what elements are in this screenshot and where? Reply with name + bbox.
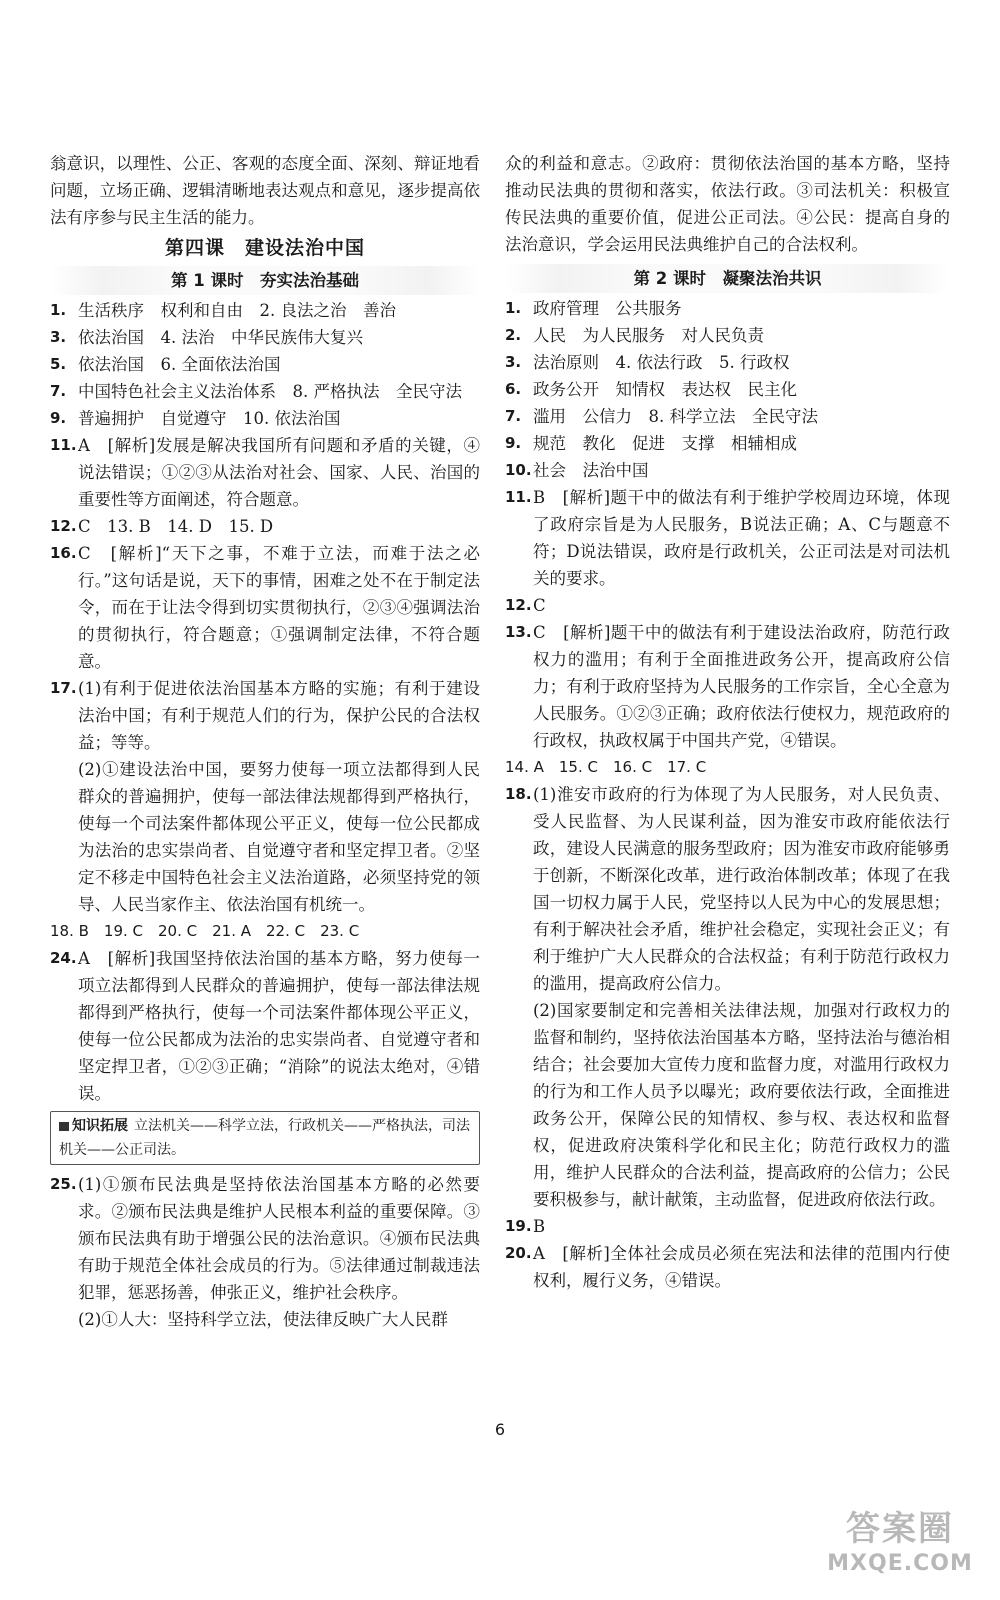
answer-item bbox=[50, 297, 480, 324]
item-number: 11. bbox=[50, 436, 77, 454]
watermark-logo bbox=[820, 1508, 980, 1588]
answers-18-23: 18. B 19. C 20. C 21. A 22. C 23. C bbox=[50, 922, 360, 940]
item-number: 1. bbox=[505, 299, 522, 317]
item-text: 规范 教化 促进 支撑 相辅相成 bbox=[533, 434, 797, 453]
answer-item bbox=[505, 430, 950, 457]
item-17-part-2: (2)①建设法治中国，要努力使每一项立法都得到人民群众的普遍拥护，使每一部法律法规都得到严格执行，使每一个司法案件都体现公平正义，使每一位公民都成为法治的忠实崇尚者、自觉遵守者和坚定捍卫者。②坚定不移走中国特色社会主义法治道路，必须坚持党的领导、人民当家作主、依法治国有机统一。 bbox=[78, 760, 480, 914]
watermark-title: 答案圈 bbox=[846, 1509, 954, 1549]
item-text: (1)有利于促进依法治国基本方略的实施；有利于建设法治中国；有利于规范人们的行为，保护公民的合法权益；等等。 bbox=[78, 679, 480, 752]
item-number: 17. bbox=[50, 679, 77, 697]
item-number: 11. bbox=[505, 488, 532, 506]
right-column bbox=[505, 150, 950, 1294]
item-text: C [解析]“天下之事，不难于立法，而难于法之必行。”这句话是说，天下的事情，困难之处不在于制定法令，而在于让法令得到切实贯彻执行，②③④强调法治的贯彻执行，符合题意；①强调制定法律，不符合题意。 bbox=[78, 544, 480, 671]
answer-item bbox=[50, 1171, 480, 1306]
item-number: 12. bbox=[50, 517, 77, 535]
item-text: 人民 为人民服务 对人民负责 bbox=[533, 326, 764, 345]
answer-item bbox=[50, 945, 480, 1107]
answer-item bbox=[505, 619, 950, 754]
tip-text: 立法机关——科学立法，行政机关——严格执法，司法机关——公正司法。 bbox=[59, 1118, 470, 1158]
item-text: C 13. B 14. D 15. D bbox=[78, 517, 274, 536]
answers-14-17: 14. A 15. C 16. C 17. C bbox=[505, 758, 707, 776]
item-text: 政务公开 知情权 表达权 民主化 bbox=[533, 380, 797, 399]
item-number: 19. bbox=[505, 1217, 532, 1235]
item-number: 6. bbox=[505, 380, 522, 398]
tip-marker-icon bbox=[59, 1122, 69, 1131]
answer-item bbox=[50, 324, 480, 351]
answer-item bbox=[505, 457, 950, 484]
item-number: 25. bbox=[50, 1175, 77, 1193]
answer-item bbox=[505, 349, 950, 376]
section-title-2: 第 2 课时 凝聚法治共识 bbox=[505, 264, 950, 293]
lesson-title: 第四课 建设法治中国 bbox=[164, 237, 365, 259]
answer-item bbox=[50, 513, 480, 540]
watermark-url: MXQE.COM bbox=[827, 1551, 973, 1576]
answer-item bbox=[50, 675, 480, 756]
item-text: 法治原则 4. 依法行政 5. 行政权 bbox=[533, 353, 790, 372]
answer-item bbox=[50, 405, 480, 432]
item-25-part-2: (2)①人大：坚持科学立法，使法律反映广大人民群 bbox=[78, 1310, 448, 1329]
item-text: (1)①颁布民法典是坚持依法治国基本方略的必然要求。②颁布民法典是维护人民根本利益的重要保障。③颁布民法典有助于增强公民的法治意识。④颁布民法典有助于规范全体社会成员的行为。⑤法律通过制裁违法犯罪，惩恶扬善，伸张正义，维护社会秩序。 bbox=[78, 1175, 480, 1302]
answer-item bbox=[505, 403, 950, 430]
tip-label: 知识拓展 bbox=[72, 1118, 128, 1134]
item-text: B bbox=[533, 1217, 546, 1236]
answer-item bbox=[50, 432, 480, 513]
knowledge-extension-box bbox=[50, 1111, 480, 1165]
item-number: 9. bbox=[505, 434, 522, 452]
answer-item bbox=[505, 592, 950, 619]
item-number: 10. bbox=[505, 461, 532, 479]
answer-item bbox=[50, 351, 480, 378]
item-text: A [解析]发展是解决我国所有问题和矛盾的关键，④说法错误；①②③从法治对社会、国家、人民、治国的重要性等方面阐述，符合题意。 bbox=[78, 436, 480, 509]
item-number: 13. bbox=[505, 623, 532, 641]
item-text: 依法治国 6. 全面依法治国 bbox=[78, 355, 281, 374]
item-number: 2. bbox=[505, 326, 522, 344]
item-text: 普遍拥护 自觉遵守 10. 依法治国 bbox=[78, 409, 341, 428]
left-column bbox=[50, 150, 480, 1333]
item-number: 18. bbox=[505, 785, 532, 803]
item-number: 9. bbox=[50, 409, 67, 427]
item-number: 24. bbox=[50, 949, 77, 967]
answer-item bbox=[505, 484, 950, 592]
item-number: 12. bbox=[505, 596, 532, 614]
answer-item bbox=[50, 540, 480, 675]
answer-item bbox=[505, 1240, 950, 1294]
answer-item bbox=[505, 322, 950, 349]
answer-item bbox=[505, 781, 950, 997]
item-text: 政府管理 公共服务 bbox=[533, 299, 682, 318]
answer-item bbox=[505, 295, 950, 322]
right-intro-text: 众的利益和意志。②政府：贯彻依法治国的基本方略，坚持推动民法典的贯彻和落实，依法行政。③司法机关：积极宣传民法典的重要价值，促进公正司法。④公民：提高自身的法治意识，学会运用民法典维护自己的合法权利。 bbox=[505, 154, 950, 254]
item-number: 5. bbox=[50, 355, 67, 373]
item-text: A [解析]全体社会成员必须在宪法和法律的范围内行使权利，履行义务，④错误。 bbox=[533, 1244, 950, 1290]
item-number: 20. bbox=[505, 1244, 532, 1262]
section-title-1: 第 1 课时 夯实法治基础 bbox=[50, 266, 480, 295]
item-number: 16. bbox=[50, 544, 77, 562]
item-text: (1)淮安市政府的行为体现了为人民服务，对人民负责、受人民监督、为人民谋利益，因为淮安市政府能依法行政，建设人民满意的服务型政府；因为淮安市政府能够勇于创新，不断深化改革，进行政治体制改革；体现了在我国一切权力属于人民，党坚持以人民为中心的发展思想；有利于解决社会矛盾，维护社会稳定，实现社会正义；有利于维护广大人民群众的合法权益；有利于防范行政权力的滥用，提高政府公信力。 bbox=[533, 785, 950, 993]
answer-item bbox=[50, 378, 480, 405]
item-text: 中国特色社会主义法治体系 8. 严格执法 全民守法 bbox=[78, 382, 462, 401]
answer-item bbox=[505, 376, 950, 403]
item-text: C [解析]题干中的做法有利于建设法治政府，防范行政权力的滥用；有利于全面推进政务公开，提高政府公信力；有利于政府坚持为人民服务的工作宗旨，全心全意为人民服务。①②③正确；政府依法行使权力，规范政府的行政权，执政权属于中国共产党，④错误。 bbox=[533, 623, 950, 750]
item-number: 7. bbox=[50, 382, 67, 400]
item-text: A [解析]我国坚持依法治国的基本方略，努力使每一项立法都得到人民群众的普遍拥护，使每一部法律法规都得到严格执行，使每一个司法案件都体现公平正义，使每一位公民都成为法治的忠实崇尚者、自觉遵守者和坚定捍卫者，①②③正确；“消除”的说法太绝对，④错误。 bbox=[78, 949, 480, 1103]
answer-item bbox=[505, 1213, 950, 1240]
item-text: 依法治国 4. 法治 中华民族伟大复兴 bbox=[78, 328, 363, 347]
item-text: B [解析]题干中的做法有利于维护学校周边环境，体现了政府宗旨是为人民服务，B说法正确；A、C与题意不符；D说法错误，政府是行政机关，公正司法是对司法机关的要求。 bbox=[533, 488, 950, 588]
item-number: 7. bbox=[505, 407, 522, 425]
item-18-part-2: (2)国家要制定和完善相关法律法规，加强对行政权力的监督和制约，坚持依法治国基本方略，坚持法治与德治相结合；社会要加大宣传力度和监督力度，对滥用行政权力的行为和工作人员予以曝光；政府要依法行政，全面推进政务公开，保障公民的知情权、参与权、表达权和监督权，促进政府决策科学化和民主化；防范行政权力的滥用，维护人民群众的合法利益，提高政府的公信力；公民要积极参与，献计献策，主动监督，促进政府依法行政。 bbox=[533, 1001, 950, 1209]
page-number: 6 bbox=[494, 1420, 506, 1439]
item-text: 生活秩序 权利和自由 2. 良法之治 善治 bbox=[78, 301, 396, 320]
left-intro-text: 翁意识，以理性、公正、客观的态度全面、深刻、辩证地看问题，立场正确、逻辑清晰地表达观点和意见，逐步提高依法有序参与民主生活的能力。 bbox=[50, 154, 480, 227]
item-text: 滥用 公信力 8. 科学立法 全民守法 bbox=[533, 407, 818, 426]
item-number: 1. bbox=[50, 301, 67, 319]
item-number: 3. bbox=[50, 328, 67, 346]
item-number: 3. bbox=[505, 353, 522, 371]
item-text: C bbox=[533, 596, 546, 615]
item-text: 社会 法治中国 bbox=[533, 461, 649, 480]
